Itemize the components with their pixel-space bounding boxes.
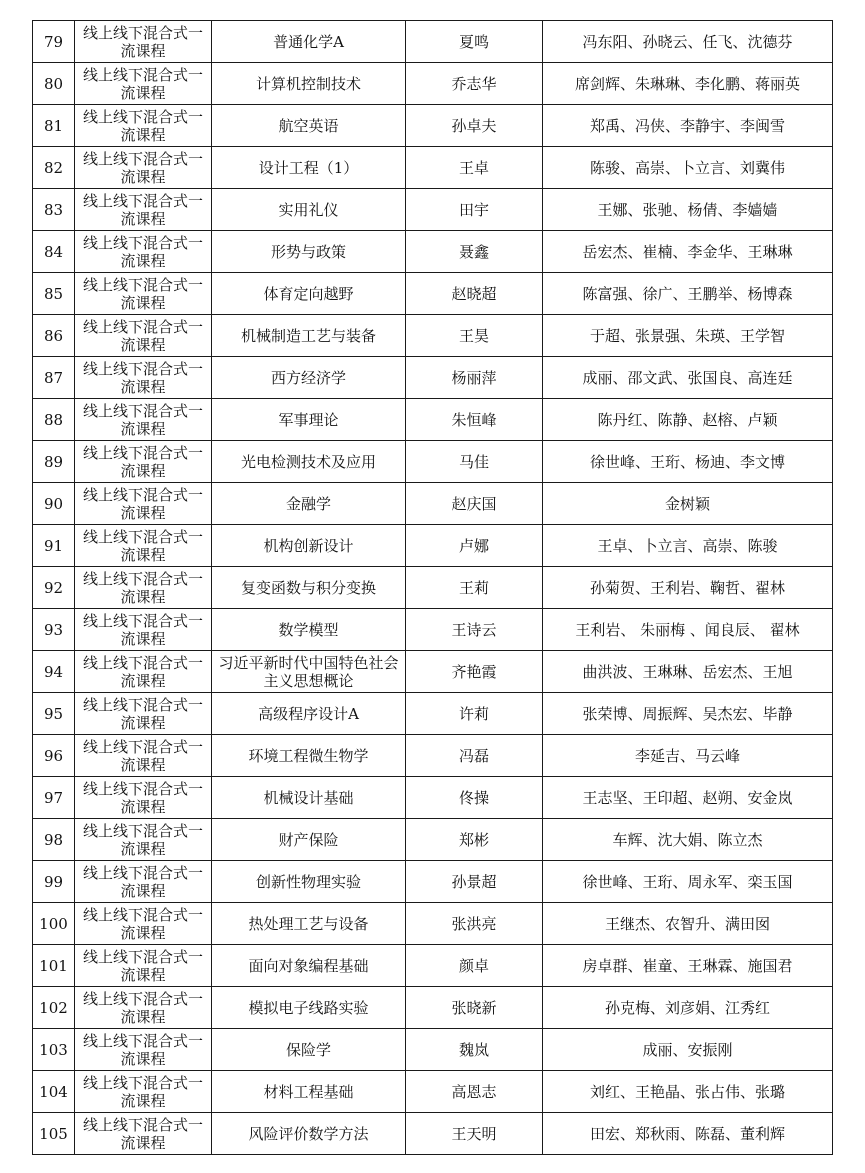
row-number: 90 (33, 483, 75, 525)
row-number: 99 (33, 861, 75, 903)
table-row (33, 399, 833, 441)
course-leader: 王卓 (406, 147, 543, 189)
team-members: 李延吉、马云峰 (543, 735, 833, 777)
course-name: 机构创新设计 (212, 525, 406, 567)
course-name: 实用礼仪 (212, 189, 406, 231)
team-members: 金树颖 (543, 483, 833, 525)
course-type: 线上线下混合式一流课程 (75, 21, 212, 63)
table-row (33, 945, 833, 987)
course-name: 高级程序设计A (212, 693, 406, 735)
course-name: 习近平新时代中国特色社会主义思想概论 (212, 651, 406, 693)
row-number: 98 (33, 819, 75, 861)
course-name: 热处理工艺与设备 (212, 903, 406, 945)
team-members: 孙克梅、刘彦娟、江秀红 (543, 987, 833, 1029)
team-members: 岳宏杰、崔楠、李金华、王琳琳 (543, 231, 833, 273)
team-members: 成丽、安振刚 (543, 1029, 833, 1071)
course-name: 财产保险 (212, 819, 406, 861)
course-type: 线上线下混合式一流课程 (75, 483, 212, 525)
course-leader: 孙景超 (406, 861, 543, 903)
team-members: 陈骏、高崇、卜立言、刘冀伟 (543, 147, 833, 189)
table-row (33, 273, 833, 315)
course-leader: 魏岚 (406, 1029, 543, 1071)
course-name: 复变函数与积分变换 (212, 567, 406, 609)
team-members: 席剑辉、朱琳琳、李化鹏、蒋丽英 (543, 63, 833, 105)
table-row (33, 651, 833, 693)
table-row (33, 189, 833, 231)
table-row (33, 777, 833, 819)
course-type: 线上线下混合式一流课程 (75, 735, 212, 777)
course-leader: 孙卓夫 (406, 105, 543, 147)
team-members: 车辉、沈大娟、陈立杰 (543, 819, 833, 861)
course-type: 线上线下混合式一流课程 (75, 1113, 212, 1155)
course-type: 线上线下混合式一流课程 (75, 861, 212, 903)
course-type: 线上线下混合式一流课程 (75, 567, 212, 609)
team-members: 田宏、郑秋雨、陈磊、董利辉 (543, 1113, 833, 1155)
course-type: 线上线下混合式一流课程 (75, 903, 212, 945)
course-leader: 赵庆国 (406, 483, 543, 525)
course-name: 体育定向越野 (212, 273, 406, 315)
team-members: 陈丹红、陈静、赵榕、卢颖 (543, 399, 833, 441)
course-name: 环境工程微生物学 (212, 735, 406, 777)
course-name: 面向对象编程基础 (212, 945, 406, 987)
team-members: 王娜、张驰、杨倩、李嫱嫱 (543, 189, 833, 231)
course-name: 机械制造工艺与装备 (212, 315, 406, 357)
team-members: 于超、张景强、朱瑛、王学智 (543, 315, 833, 357)
course-leader: 马佳 (406, 441, 543, 483)
course-leader: 赵晓超 (406, 273, 543, 315)
course-name: 形势与政策 (212, 231, 406, 273)
row-number: 105 (33, 1113, 75, 1155)
table-row (33, 147, 833, 189)
course-leader: 冯磊 (406, 735, 543, 777)
course-type: 线上线下混合式一流课程 (75, 441, 212, 483)
course-name: 模拟电子线路实验 (212, 987, 406, 1029)
table-row (33, 483, 833, 525)
table-row (33, 231, 833, 273)
course-type: 线上线下混合式一流课程 (75, 189, 212, 231)
row-number: 94 (33, 651, 75, 693)
course-leader: 高恩志 (406, 1071, 543, 1113)
course-leader: 张晓新 (406, 987, 543, 1029)
course-name: 计算机控制技术 (212, 63, 406, 105)
course-type: 线上线下混合式一流课程 (75, 147, 212, 189)
course-type: 线上线下混合式一流课程 (75, 357, 212, 399)
course-type: 线上线下混合式一流课程 (75, 231, 212, 273)
row-number: 100 (33, 903, 75, 945)
course-leader: 王天明 (406, 1113, 543, 1155)
row-number: 82 (33, 147, 75, 189)
team-members: 刘红、王艳晶、张占伟、张璐 (543, 1071, 833, 1113)
table-row (33, 987, 833, 1029)
course-name: 光电检测技术及应用 (212, 441, 406, 483)
course-leader: 聂鑫 (406, 231, 543, 273)
team-members: 王利岩、 朱丽梅 、闻良辰、 翟林 (543, 609, 833, 651)
course-leader: 郑彬 (406, 819, 543, 861)
course-table (32, 20, 833, 1155)
course-type: 线上线下混合式一流课程 (75, 945, 212, 987)
course-name: 材料工程基础 (212, 1071, 406, 1113)
course-type: 线上线下混合式一流课程 (75, 399, 212, 441)
row-number: 88 (33, 399, 75, 441)
course-leader: 王昊 (406, 315, 543, 357)
team-members: 徐世峰、王珩、周永军、栾玉国 (543, 861, 833, 903)
row-number: 104 (33, 1071, 75, 1113)
course-type: 线上线下混合式一流课程 (75, 1071, 212, 1113)
row-number: 81 (33, 105, 75, 147)
course-type: 线上线下混合式一流课程 (75, 693, 212, 735)
row-number: 86 (33, 315, 75, 357)
table-row (33, 357, 833, 399)
course-name: 设计工程（1） (212, 147, 406, 189)
course-name: 风险评价数学方法 (212, 1113, 406, 1155)
row-number: 92 (33, 567, 75, 609)
table-row (33, 609, 833, 651)
course-leader: 张洪亮 (406, 903, 543, 945)
row-number: 93 (33, 609, 75, 651)
course-name: 数学模型 (212, 609, 406, 651)
course-name: 机械设计基础 (212, 777, 406, 819)
table-row (33, 21, 833, 63)
course-type: 线上线下混合式一流课程 (75, 777, 212, 819)
course-leader: 许莉 (406, 693, 543, 735)
table-row (33, 1029, 833, 1071)
team-members: 成丽、邵文武、张国良、高连廷 (543, 357, 833, 399)
table-row (33, 693, 833, 735)
course-type: 线上线下混合式一流课程 (75, 987, 212, 1029)
team-members: 王继杰、农智升、满田囡 (543, 903, 833, 945)
table-row (33, 105, 833, 147)
table-row (33, 525, 833, 567)
row-number: 84 (33, 231, 75, 273)
course-leader: 王莉 (406, 567, 543, 609)
team-members: 王卓、卜立言、高崇、陈骏 (543, 525, 833, 567)
course-leader: 王诗云 (406, 609, 543, 651)
table-row (33, 1113, 833, 1155)
table-row (33, 735, 833, 777)
table-row (33, 903, 833, 945)
course-leader: 乔志华 (406, 63, 543, 105)
course-leader: 卢娜 (406, 525, 543, 567)
course-name: 军事理论 (212, 399, 406, 441)
course-leader: 夏鸣 (406, 21, 543, 63)
row-number: 91 (33, 525, 75, 567)
row-number: 80 (33, 63, 75, 105)
course-leader: 齐艳霞 (406, 651, 543, 693)
course-type: 线上线下混合式一流课程 (75, 819, 212, 861)
course-name: 西方经济学 (212, 357, 406, 399)
team-members: 张荣博、周振辉、吴杰宏、毕静 (543, 693, 833, 735)
row-number: 97 (33, 777, 75, 819)
course-type: 线上线下混合式一流课程 (75, 525, 212, 567)
course-name: 航空英语 (212, 105, 406, 147)
course-leader: 佟操 (406, 777, 543, 819)
table-row (33, 441, 833, 483)
table-row (33, 819, 833, 861)
course-type: 线上线下混合式一流课程 (75, 609, 212, 651)
team-members: 孙菊贺、王利岩、鞠哲、翟林 (543, 567, 833, 609)
table-row (33, 63, 833, 105)
row-number: 102 (33, 987, 75, 1029)
course-leader: 朱恒峰 (406, 399, 543, 441)
row-number: 103 (33, 1029, 75, 1071)
course-leader: 颜卓 (406, 945, 543, 987)
table-body (33, 21, 833, 1155)
course-name: 保险学 (212, 1029, 406, 1071)
table-row (33, 861, 833, 903)
row-number: 96 (33, 735, 75, 777)
team-members: 冯东阳、孙晓云、任飞、沈德芬 (543, 21, 833, 63)
table-row (33, 567, 833, 609)
course-name: 金融学 (212, 483, 406, 525)
row-number: 83 (33, 189, 75, 231)
course-type: 线上线下混合式一流课程 (75, 273, 212, 315)
row-number: 95 (33, 693, 75, 735)
row-number: 101 (33, 945, 75, 987)
row-number: 79 (33, 21, 75, 63)
course-type: 线上线下混合式一流课程 (75, 63, 212, 105)
row-number: 85 (33, 273, 75, 315)
team-members: 房卓群、崔童、王琳霖、施国君 (543, 945, 833, 987)
team-members: 陈富强、徐广、王鹏举、杨博森 (543, 273, 833, 315)
course-type: 线上线下混合式一流课程 (75, 651, 212, 693)
course-leader: 杨丽萍 (406, 357, 543, 399)
team-members: 王志坚、王印超、赵朔、安金岚 (543, 777, 833, 819)
course-leader: 田宇 (406, 189, 543, 231)
team-members: 徐世峰、王珩、杨迪、李文博 (543, 441, 833, 483)
course-type: 线上线下混合式一流课程 (75, 1029, 212, 1071)
course-name: 普通化学A (212, 21, 406, 63)
table-row (33, 315, 833, 357)
team-members: 曲洪波、王琳琳、岳宏杰、王旭 (543, 651, 833, 693)
row-number: 89 (33, 441, 75, 483)
table-row (33, 1071, 833, 1113)
course-type: 线上线下混合式一流课程 (75, 315, 212, 357)
row-number: 87 (33, 357, 75, 399)
course-name: 创新性物理实验 (212, 861, 406, 903)
team-members: 郑禹、冯侠、李静宇、李闽雪 (543, 105, 833, 147)
course-type: 线上线下混合式一流课程 (75, 105, 212, 147)
